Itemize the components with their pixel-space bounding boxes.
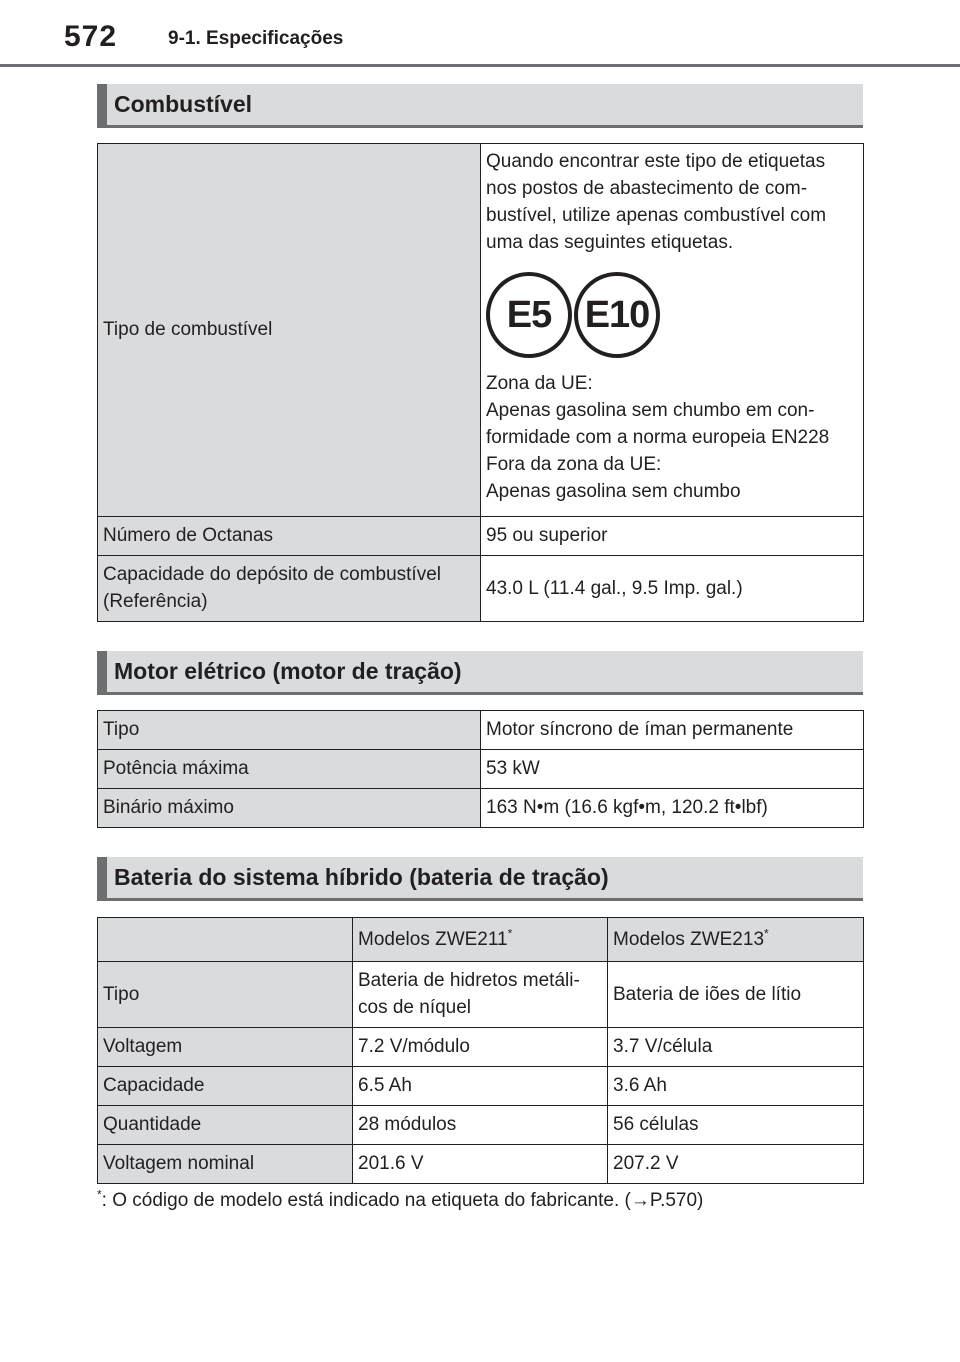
quantity-zwe213: 56 células bbox=[608, 1106, 864, 1145]
table-row bbox=[98, 750, 864, 789]
fuel-spec-table bbox=[97, 143, 864, 622]
cell-line: cos de níquel bbox=[358, 997, 472, 1018]
table-row bbox=[98, 1067, 864, 1106]
section-breadcrumb: 9-1. Especificações bbox=[168, 28, 344, 49]
capacity-label: Capacidade bbox=[98, 1067, 353, 1106]
col-header-zwe213 bbox=[608, 918, 864, 962]
fuel-intro-line: bustível, utilize apenas combustível com bbox=[486, 205, 827, 226]
table-row bbox=[98, 1106, 864, 1145]
tank-capacity-label-line: Capacidade do depósito de combustível bbox=[103, 564, 442, 585]
fuel-zone-line: Apenas gasolina sem chumbo bbox=[486, 481, 741, 502]
page-header bbox=[0, 0, 960, 68]
table-row bbox=[98, 1028, 864, 1067]
voltage-zwe213: 3.7 V/célula bbox=[608, 1028, 864, 1067]
motor-type-label: Tipo bbox=[98, 711, 481, 750]
nominal-voltage-label: Voltagem nominal bbox=[98, 1145, 353, 1184]
footnote-text: : O código de modelo está indicado na etiqueta do fabricante. (→P.570) bbox=[101, 1190, 704, 1211]
voltage-zwe211: 7.2 V/módulo bbox=[353, 1028, 608, 1067]
motor-section-title: Motor elétrico (motor de tração) bbox=[114, 658, 462, 684]
battery-type-zwe213: Bateria de iões de lítio bbox=[608, 962, 864, 1028]
max-power-value: 53 kW bbox=[481, 750, 864, 789]
fuel-intro-line: Quando encontrar este tipo de etiquetas bbox=[486, 151, 826, 172]
header-rule bbox=[0, 64, 960, 67]
cell-line: Bateria de hidretos metáli- bbox=[358, 970, 580, 991]
octane-label: Número de Octanas bbox=[98, 517, 481, 556]
motor-section-heading bbox=[97, 651, 863, 695]
heading-bar bbox=[97, 857, 107, 898]
tank-capacity-label-line: (Referência) bbox=[103, 591, 208, 612]
empty-header-cell bbox=[98, 918, 353, 962]
fuel-zone-line: formidade com a norma europeia EN228 bbox=[486, 427, 830, 448]
col-header-text: Modelos ZWE213 bbox=[613, 928, 765, 950]
battery-section-title: Bateria do sistema híbrido (bateria de tração) bbox=[114, 864, 609, 890]
footnote-mark: * bbox=[97, 1187, 102, 1202]
max-torque-value: 163 N•m (16.6 kgf•m, 120.2 ft•lbf) bbox=[481, 789, 864, 828]
table-row bbox=[98, 789, 864, 828]
table-row bbox=[98, 144, 864, 517]
fuel-intro-line: uma das seguintes etiquetas. bbox=[486, 232, 734, 253]
table-row bbox=[98, 517, 864, 556]
table-row bbox=[98, 711, 864, 750]
table-row bbox=[98, 1145, 864, 1184]
capacity-zwe211: 6.5 Ah bbox=[353, 1067, 608, 1106]
fuel-section-title: Combustível bbox=[114, 91, 253, 117]
motor-spec-table bbox=[97, 710, 864, 828]
motor-type-value: Motor síncrono de íman permanente bbox=[481, 711, 864, 750]
heading-bar bbox=[97, 651, 107, 692]
max-power-label: Potência máxima bbox=[98, 750, 481, 789]
tank-capacity-value: 43.0 L (11.4 gal., 9.5 Imp. gal.) bbox=[481, 556, 864, 622]
fuel-zone-line: Apenas gasolina sem chumbo em con- bbox=[486, 400, 815, 421]
page-number: 572 bbox=[64, 20, 118, 53]
battery-spec-table bbox=[97, 917, 864, 1184]
octane-value: 95 ou superior bbox=[481, 517, 864, 556]
fuel-intro-line: nos postos de abastecimento de com- bbox=[486, 178, 808, 199]
table-row bbox=[98, 962, 864, 1028]
table-row bbox=[98, 556, 864, 622]
col-header-text: Modelos ZWE211 bbox=[358, 928, 508, 950]
fuel-label-badges bbox=[486, 272, 858, 358]
tank-capacity-label bbox=[98, 556, 481, 622]
battery-type-label: Tipo bbox=[98, 962, 353, 1028]
battery-section-heading bbox=[97, 857, 863, 901]
nominal-voltage-zwe211: 201.6 V bbox=[353, 1145, 608, 1184]
fuel-zone-line: Fora da zona da UE: bbox=[486, 454, 662, 475]
footnote bbox=[97, 1187, 704, 1212]
quantity-zwe211: 28 módulos bbox=[353, 1106, 608, 1145]
capacity-zwe213: 3.6 Ah bbox=[608, 1067, 864, 1106]
e10-badge: E10 bbox=[574, 272, 660, 358]
table-header-row bbox=[98, 918, 864, 962]
quantity-label: Quantidade bbox=[98, 1106, 353, 1145]
fuel-type-label: Tipo de combustível bbox=[98, 144, 481, 517]
voltage-label: Voltagem bbox=[98, 1028, 353, 1067]
col-header-zwe211 bbox=[353, 918, 608, 962]
footnote-mark: * bbox=[507, 926, 513, 941]
fuel-section-heading bbox=[97, 84, 863, 128]
max-torque-label: Binário máximo bbox=[98, 789, 481, 828]
fuel-type-value bbox=[481, 144, 864, 517]
heading-bar bbox=[97, 84, 107, 125]
footnote-mark: * bbox=[764, 926, 769, 941]
nominal-voltage-zwe213: 207.2 V bbox=[608, 1145, 864, 1184]
battery-type-zwe211 bbox=[353, 962, 608, 1028]
e5-badge: E5 bbox=[486, 272, 572, 358]
fuel-zone-line: Zona da UE: bbox=[486, 373, 593, 394]
